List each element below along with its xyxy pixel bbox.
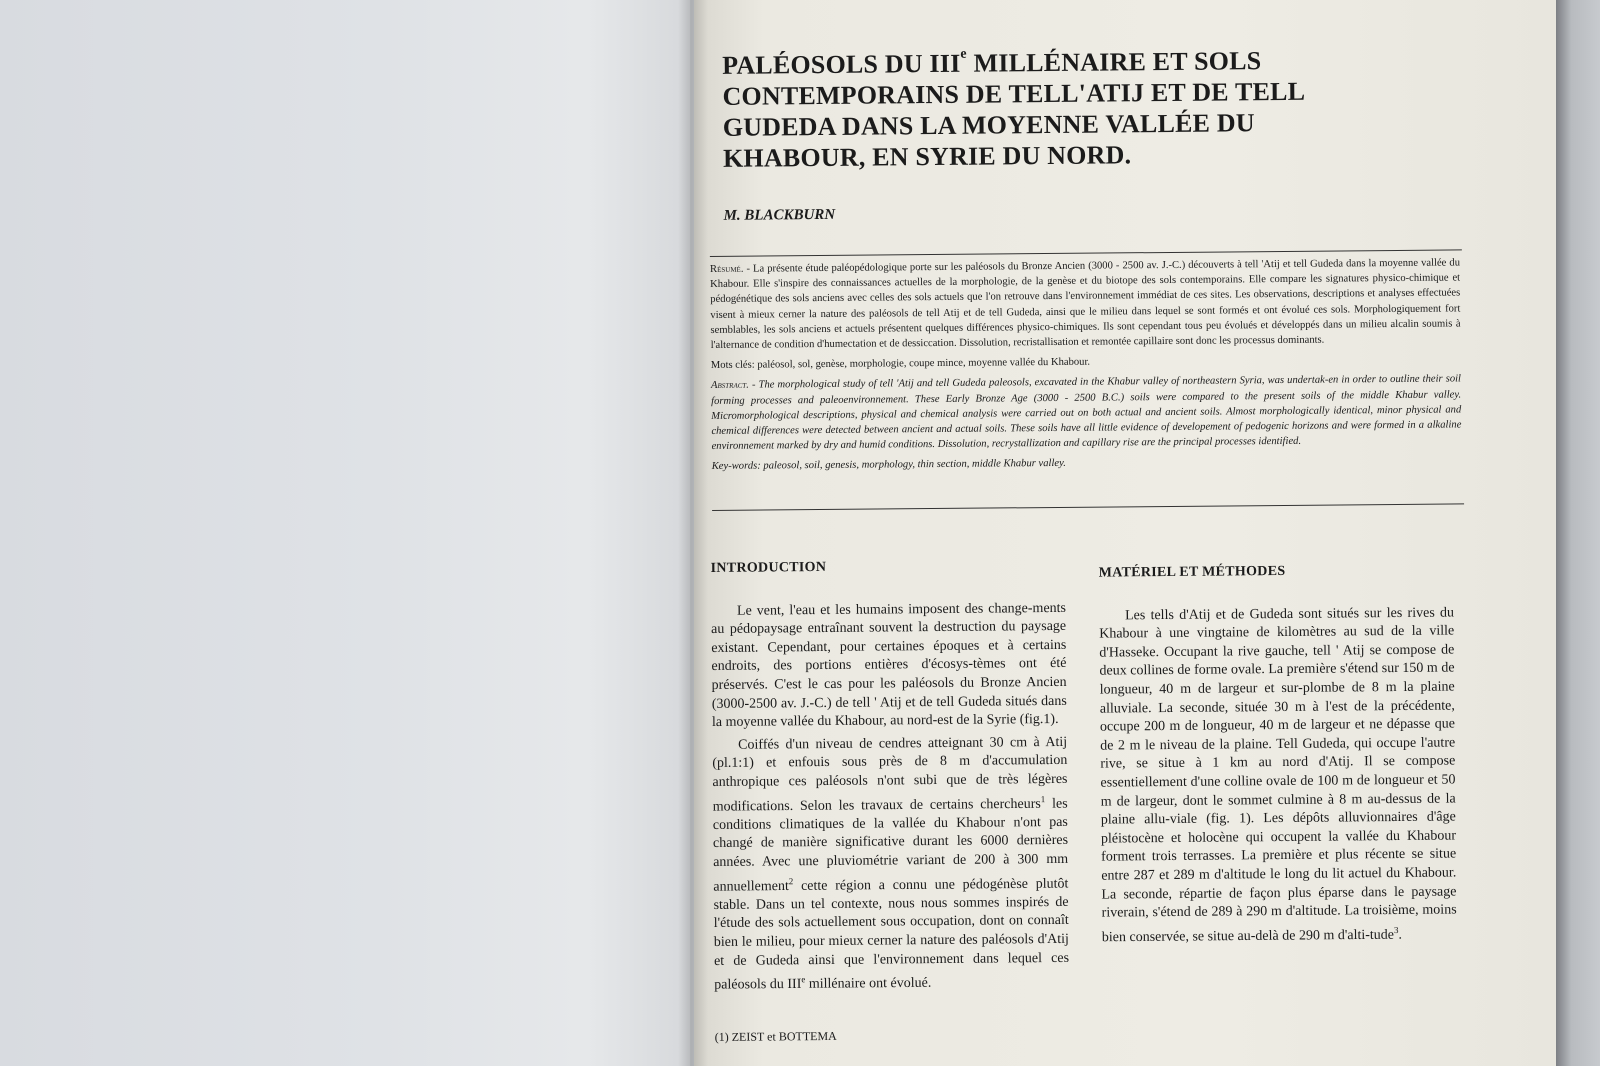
introduction-column [711, 557, 1070, 1000]
book-gutter [678, 0, 708, 1066]
methods-p1-end: . [1398, 927, 1403, 943]
intro-p2-text-a: Coiffés d'un niveau de cendres atteignant 30 cm à Atij (pl.1:1) et enfouis sous près de 8 m d'accumulation anthropique ces paléosols n'ont subi que de très légères modifications. Selon les travaux de certains chercheurs [712, 734, 1068, 815]
footnote-ref-2: 2 [788, 875, 794, 886]
article-content [706, 33, 1495, 1060]
footnote: (1) ZEIST et BOTTEMA [714, 1028, 837, 1044]
abstract-label: Abstract. [710, 380, 749, 392]
footnote-ref-3: 3 [1393, 924, 1399, 935]
page-edge [1556, 0, 1600, 1066]
article-title [722, 44, 1363, 174]
methods-heading: MATÉRIEL ET MÉTHODES [1098, 563, 1286, 581]
abstract-text: - The morphological study of tell 'Atij and tell Gudeda paleosols, excavated in the Khabur valley of northeastern Syria, was undertak-en in order to outline their soil forming processes and paleoenvironnement. These Early Bronze Age (3000 - 2500 B.C.) soils were compared to the present soils of the middle Khabur valley. Micromorphological descriptions, physical and chemical analysis were carried out on both actual and ancient soils. Almost morphologically identical, minor physical and chemical differences were detected between ancient and actual soils. These soils have all little evidence of developement of pedogenic horizons and were formed in a alkaline environnement marked by dry and humid conditions. Dissolution, recrystallization and capillary rise are the principal processes identified. [711, 373, 1462, 453]
footnote-ref-1: 1 [1040, 793, 1046, 804]
intro-p2-text-c: cette région a connu une pédogénèse plutôt stable. Dans un tel contexte, nous nous sommes inspirés de l'étude des sols actuellement sous occupation, dont on connaît bien le milieu, pour mieux cerner la nature des paléosols d'Atij et de Gudeda ainsi que l'environnement dans lequel ces paléosols du III [713, 876, 1070, 993]
title-superscript: e [960, 46, 967, 62]
introduction-heading: INTRODUCTION [710, 559, 827, 576]
keywords: Key-words: paleosol, soil, genesis, morphology, thin section, middle Khabur valley. [711, 458, 1066, 473]
abstract-box [710, 255, 1462, 479]
title-text-1: PALÉOSOLS DU III [722, 48, 961, 80]
methods-p1-text: Les tells d'Atij et de Gudeda sont situés sur les rives du Khabour à une vingtaine de kilomètres au sud de la ville d'Hasseke. Occupant la rive gauche, tell ' Atij se compose de deux collines de forme ovale. La première s'étend sur 150 m de longueur, 40 m de largeur et sur-plombe de 8 m la plaine alluviale. La seconde, située 30 m à l'est de la précédente, occupe 200 m de longueur, 40 m de largeur et ne dépasse que de 2 m le niveau de la plaine. Tell Gudeda, qui occupe l'autre rive, se situe à 1 km au nord d'Atij. Il se compose essentiellement d'une colline ovale de 100 m de longueur et 50 m de largeur, dont le sommet culmine à 8 m au-dessus de la plaine allu-viale (fig. 1). Les dépôts alluvionnaires d'âge pléistocène et holocène qui occupent la vallée du Khabour forment trois terrasses. La première et plus récente se situe entre 287 et 289 m d'altitude le long du lit actuel du Khabour. La seconde, répartie de façon plus éparse dans le paysage riverain, s'étend de 289 à 290 m d'altitude. La troisième, moins bien conservée, se situe au-delà de 290 m d'alti-tude [1099, 605, 1457, 945]
author-name: M. BLACKBURN [723, 206, 836, 224]
abstract-paragraph [711, 372, 1462, 455]
abstract-bottom-rule [712, 503, 1464, 511]
resume-text: - La présente étude paléopédologique porte sur les paléosols du Bronze Ancien (3000 - 2500 av. J.-C.) découverts à tell 'Atij et tell Gudeda dans la moyenne vallée du Khabour. Elle s'inspire des connaissances actuelles de la morphologie, de la genèse et du biotope des sols contemporains. Elle compare les signatures physico-chimique et pédogénétique des sols anciens avec celles des sols actuels que l'on retrouve dans l'environnement immédiat de ces sites. Les observations, descriptions et analyses effectuées visent à mieux cerner la nature des paléosols de tell Atij et de tell Gudeda, ainsi que le milieu dans lequel se sont formés et ont évolué ces sols. Morphologiquement fort semblables, les sols anciens et actuels présentent quelques différences physico-chimiques. Ils sont cependant tous peu évolués et développés dans un milieu alcalin soumis à l'alternance de condition d'humectation et de dessiccation. Dissolution, recristallisation et remontée capillaire sont donc les processus dominants. [710, 257, 1461, 351]
resume-paragraph [710, 255, 1461, 353]
methods-column [1099, 561, 1457, 951]
introduction-paragraph-2 [712, 734, 1069, 996]
title-text-2: MILLÉNAIRE ET SOLS CONTEMPORAINS DE TELL'ATIJ ET DE TELL GUDEDA DANS LA MOYENNE VALLÉE DU KHABOUR, EN SYRIE DU NORD. [722, 46, 1304, 173]
resume-label: Résumé. [709, 263, 744, 275]
mots-cles: Mots clés: paléosol, sol, genèse, morphologie, coupe mince, moyenne vallée du Khabour. [710, 356, 1091, 372]
left-page [0, 0, 690, 1066]
millenaire-superscript: e [801, 974, 806, 985]
methods-paragraph-1 [1099, 604, 1457, 947]
intro-p2-text-b: les conditions climatiques de la vallée du Khabour n'ont pas changé de manière significative durant les 6000 dernières années. Avec une pluviométrie variant de 200 à 300 mm annuellement [712, 796, 1069, 895]
introduction-paragraph-1: Le vent, l'eau et les humains imposent des change-ments au pédopaysage entraînant souvent la destruction du paysage existant. Cependant, pour certaines époques et à certains endroits, des portions entières d'écosys-tèmes ont été préservés. C'est le cas pour les paléosols du Bronze Ancien (3000-2500 av. J.-C.) de tell ' Atij et de tell Gudeda situés dans la moyenne vallée du Khabour, au nord-est de la Syrie (fig.1). [711, 600, 1067, 731]
intro-p2-text-d: millénaire ont évolué. [805, 975, 932, 993]
